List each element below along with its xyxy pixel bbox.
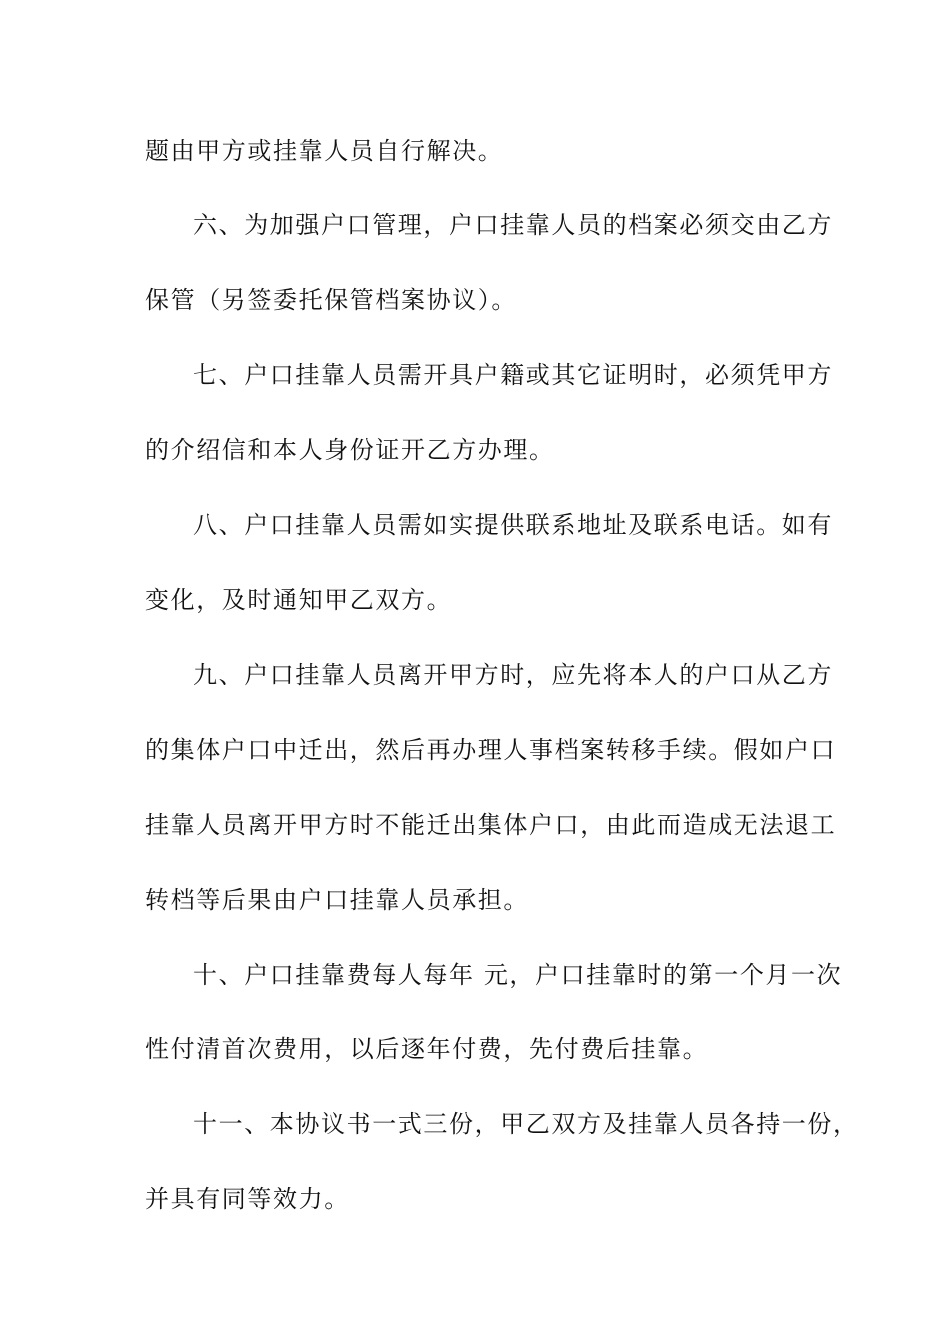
clause-10-line-1: 十、户口挂靠费每人每年 元，户口挂靠时的第一个月一次 — [193, 961, 843, 989]
clause-9-line-2: 的集体户口中迁出，然后再办理人事档案转移手续。假如户口 — [145, 736, 837, 764]
clause-11-line-2: 并具有同等效力。 — [145, 1185, 350, 1213]
clause-9-line-4: 转档等后果由户口挂靠人员承担。 — [145, 886, 529, 914]
clause-6-line-1: 六、为加强户口管理，户口挂靠人员的档案必须交由乙方 — [193, 211, 833, 239]
clause-10-line-2: 性付清首次费用，以后逐年付费，先付费后挂靠。 — [145, 1035, 709, 1063]
clause-8-line-2: 变化，及时通知甲乙双方。 — [145, 586, 453, 614]
clause-9-line-1: 九、户口挂靠人员离开甲方时，应先将本人的户口从乙方 — [193, 661, 833, 689]
clause-6-line-2: 保管（另签委托保管档案协议）。 — [145, 286, 517, 314]
clause-7-line-2: 的介绍信和本人身份证开乙方办理。 — [145, 436, 555, 464]
paragraph-5-continuation: 题由甲方或挂靠人员自行解决。 — [145, 137, 504, 165]
clause-11-line-1: 十一、本协议书一式三份，甲乙双方及挂靠人员各持一份， — [193, 1110, 859, 1138]
clause-8-line-1: 八、户口挂靠人员需如实提供联系地址及联系电话。如有 — [193, 511, 833, 539]
clause-7-line-1: 七、户口挂靠人员需开具户籍或其它证明时，必须凭甲方 — [193, 361, 833, 389]
clause-9-line-3: 挂靠人员离开甲方时不能迁出集体户口，由此而造成无法退工 — [145, 811, 837, 839]
